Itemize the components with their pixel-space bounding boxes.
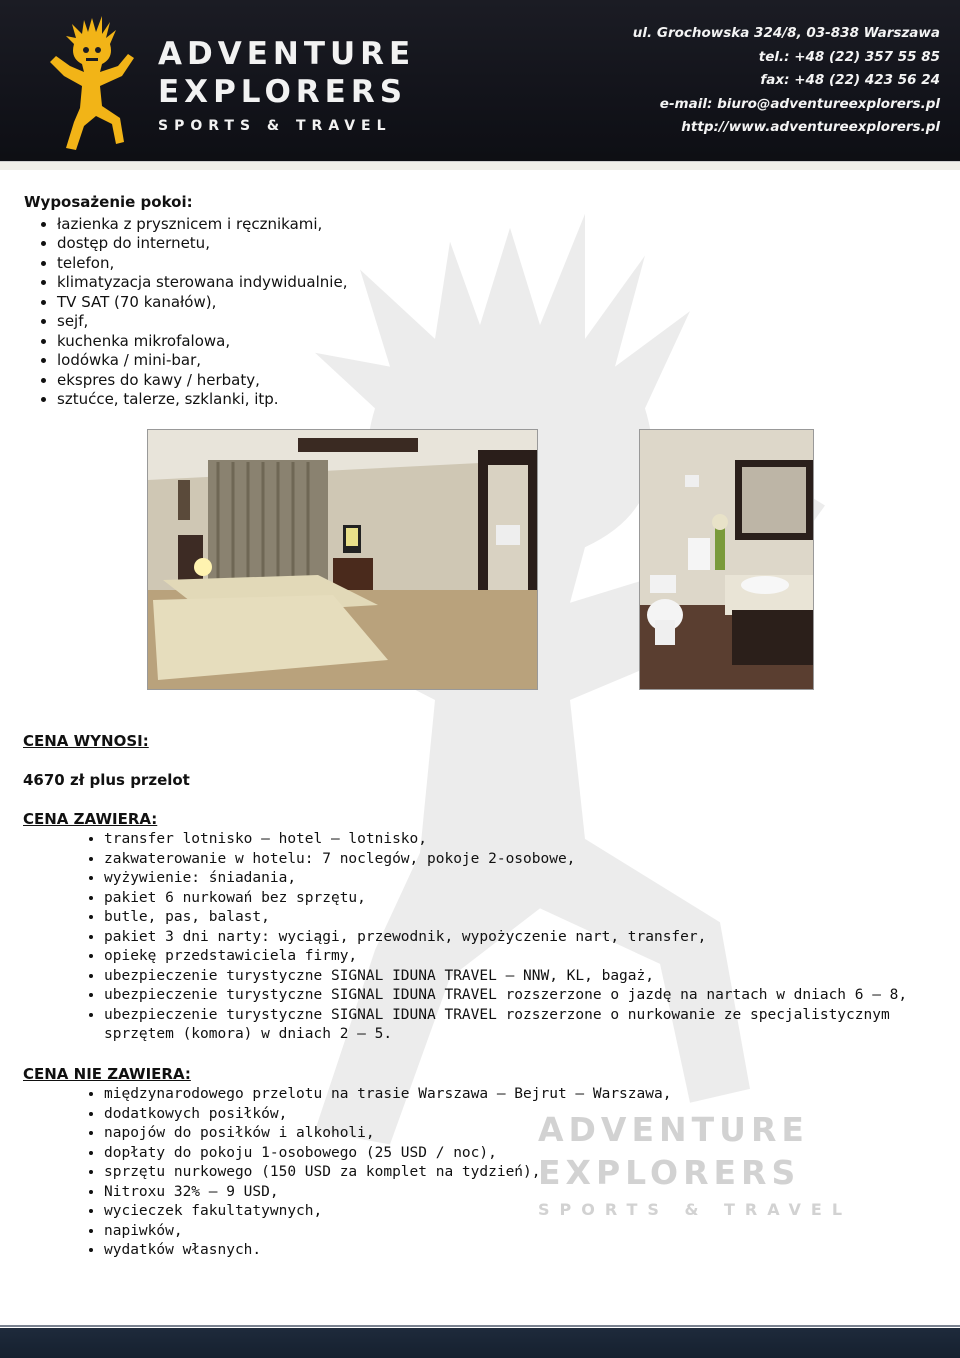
list-item: • dostęp do internetu, bbox=[57, 234, 347, 254]
list-item: • pakiet 6 nurkowań bez sprzętu, bbox=[104, 889, 932, 909]
contact-block bbox=[633, 22, 940, 140]
list-item: • sztućce, talerze, szklanki, itp. bbox=[57, 390, 347, 410]
brand-line-1: ADVENTURE bbox=[158, 36, 416, 72]
watermark-line-1: ADVENTURE bbox=[538, 1110, 809, 1149]
list-item: • łazienka z prysznicem i ręcznikami, bbox=[57, 215, 347, 235]
room-equipment-section bbox=[24, 193, 347, 410]
website[interactable]: http://www.adventureexplorers.pl bbox=[681, 119, 940, 135]
watermark-line-3: SPORTS & TRAVEL bbox=[538, 1200, 853, 1219]
includes-list bbox=[72, 830, 932, 1045]
list-item: • lodówka / mini-bar, bbox=[57, 351, 347, 371]
includes-section bbox=[72, 830, 932, 1045]
excludes-list bbox=[72, 1085, 932, 1261]
brand-line-2: EXPLORERS bbox=[158, 74, 408, 110]
list-item: • wycieczek fakultatywnych, bbox=[104, 1202, 932, 1222]
list-item: • napiwków, bbox=[104, 1222, 932, 1242]
email[interactable]: e-mail: biuro@adventureexplorers.pl bbox=[659, 95, 940, 112]
page-footer bbox=[0, 1328, 960, 1358]
list-item: • dodatkowych posiłków, bbox=[104, 1105, 932, 1125]
list-item: • TV SAT (70 kanałów), bbox=[57, 293, 347, 313]
excludes-section bbox=[72, 1085, 932, 1261]
excludes-heading: CENA NIE ZAWIERA: bbox=[23, 1065, 191, 1083]
list-item: • wyżywienie: śniadania, bbox=[104, 869, 932, 889]
list-item: • butle, pas, balast, bbox=[104, 908, 932, 928]
list-item: • klimatyzacja sterowana indywidualnie, bbox=[57, 273, 347, 293]
list-item: • sejf, bbox=[57, 312, 347, 332]
fax: fax: +48 (22) 423 56 24 bbox=[760, 72, 940, 88]
equipment-title: Wyposażenie pokoi: bbox=[24, 193, 193, 211]
list-item: • ubezpieczenie turystyczne SIGNAL IDUNA TRAVEL – NNW, KL, bagaż, bbox=[104, 967, 932, 987]
list-item: • telefon, bbox=[57, 254, 347, 274]
list-item: • Nitroxu 32% – 9 USD, bbox=[104, 1183, 932, 1203]
footer-divider bbox=[0, 1325, 960, 1327]
includes-heading: CENA ZAWIERA: bbox=[23, 810, 158, 828]
price-heading: CENA WYNOSI: bbox=[23, 732, 149, 750]
watermark-line-2: EXPLORERS bbox=[538, 1153, 801, 1192]
brand-line-3: SPORTS & TRAVEL bbox=[158, 118, 392, 134]
list-item: • transfer lotnisko – hotel – lotnisko, bbox=[104, 830, 932, 850]
phone: tel.: +48 (22) 357 55 85 bbox=[758, 48, 940, 65]
bathroom-photo bbox=[639, 429, 814, 690]
equipment-list bbox=[24, 215, 347, 410]
list-item: • wydatków własnych. bbox=[104, 1241, 932, 1261]
list-item: • kuchenka mikrofalowa, bbox=[57, 332, 347, 352]
list-item: • ubezpieczenie turystyczne SIGNAL IDUNA TRAVEL rozszerzone o jazdę na nartach w dniach 6 – 8, bbox=[104, 986, 932, 1006]
price-value: 4670 zł plus przelot bbox=[23, 771, 190, 789]
list-item: • ubezpieczenie turystyczne SIGNAL IDUNA TRAVEL rozszerzone o nurkowanie ze specjalistycznym sprzętem (komora) w dniach 2 – 5. bbox=[104, 1006, 932, 1045]
page-header bbox=[0, 0, 960, 170]
hotel-room-photo bbox=[147, 429, 538, 690]
list-item: • pakiet 3 dni narty: wyciągi, przewodnik, wypożyczenie nart, transfer, bbox=[104, 928, 932, 948]
adventure-explorers-logo-figure bbox=[44, 14, 140, 158]
list-item: • napojów do posiłków i alkoholi, bbox=[104, 1124, 932, 1144]
header-divider bbox=[0, 161, 960, 170]
address: ul. Grochowska 324/8, 03-838 Warszawa bbox=[632, 25, 940, 41]
list-item: • ekspres do kawy / herbaty, bbox=[57, 371, 347, 391]
list-item: • sprzętu nurkowego (150 USD za komplet na tydzień), bbox=[104, 1163, 932, 1183]
list-item: • międzynarodowego przelotu na trasie Warszawa – Bejrut – Warszawa, bbox=[104, 1085, 932, 1105]
list-item: • dopłaty do pokoju 1-osobowego (25 USD / noc), bbox=[104, 1144, 932, 1164]
list-item: • zakwaterowanie w hotelu: 7 noclegów, pokoje 2-osobowe, bbox=[104, 850, 932, 870]
list-item: • opiekę przedstawiciela firmy, bbox=[104, 947, 932, 967]
